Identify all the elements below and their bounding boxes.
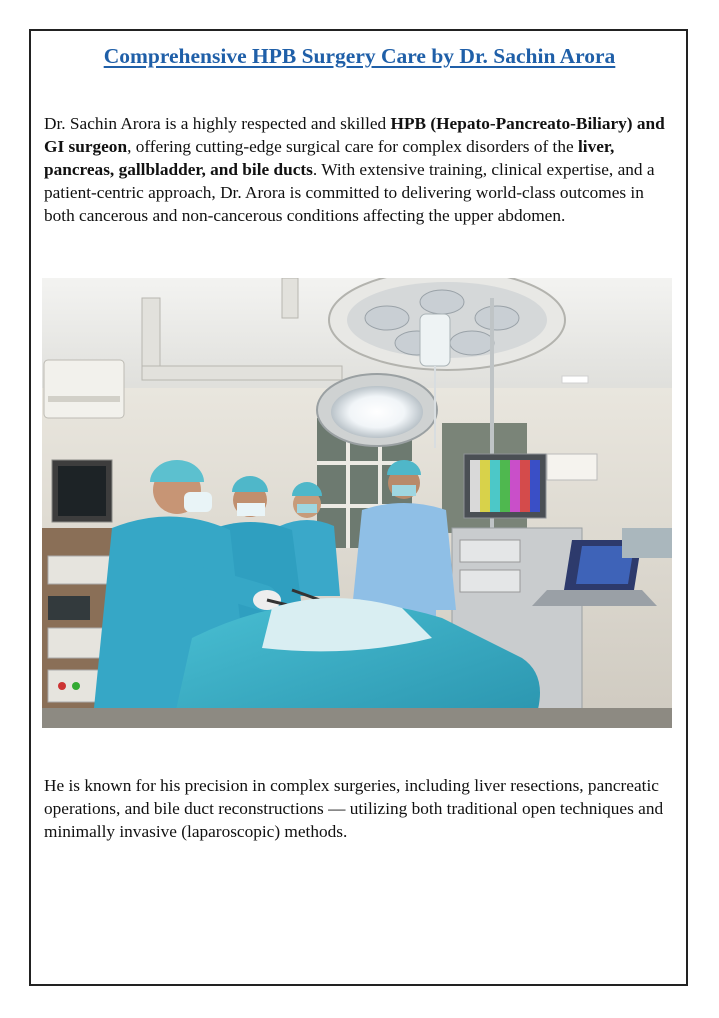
- intro-bold-organs: liver, pancreas, gallbladder, and bile ducts: [44, 137, 615, 179]
- details-paragraph: He is known for his precision in complex surgeries, including liver resections, pancreatic operations, and bile duct reconstructions — utilizing both traditional open techniques and minimally invasive (laparoscopic) methods.: [44, 776, 664, 841]
- intro-bold-specialty: HPB (Hepato-Pancreato-Biliary) and GI surgeon: [44, 114, 665, 156]
- intro-paragraph: [44, 112, 676, 227]
- intro-text-3: . With extensive training, clinical expertise, and a patient-centric approach, Dr. Arora is committed to delivering world-class outcomes in both cancerous and non-cancerous conditions affecting the upper abdomen.: [44, 160, 655, 225]
- intro-text-2: , offering cutting-edge surgical care for complex disorders of the: [127, 137, 578, 156]
- operating-room-photo: [42, 278, 672, 728]
- intro-text-1: Dr. Sachin Arora is a highly respected and skilled: [44, 114, 391, 133]
- page-title: Comprehensive HPB Surgery Care by Dr. Sachin Arora: [103, 44, 616, 68]
